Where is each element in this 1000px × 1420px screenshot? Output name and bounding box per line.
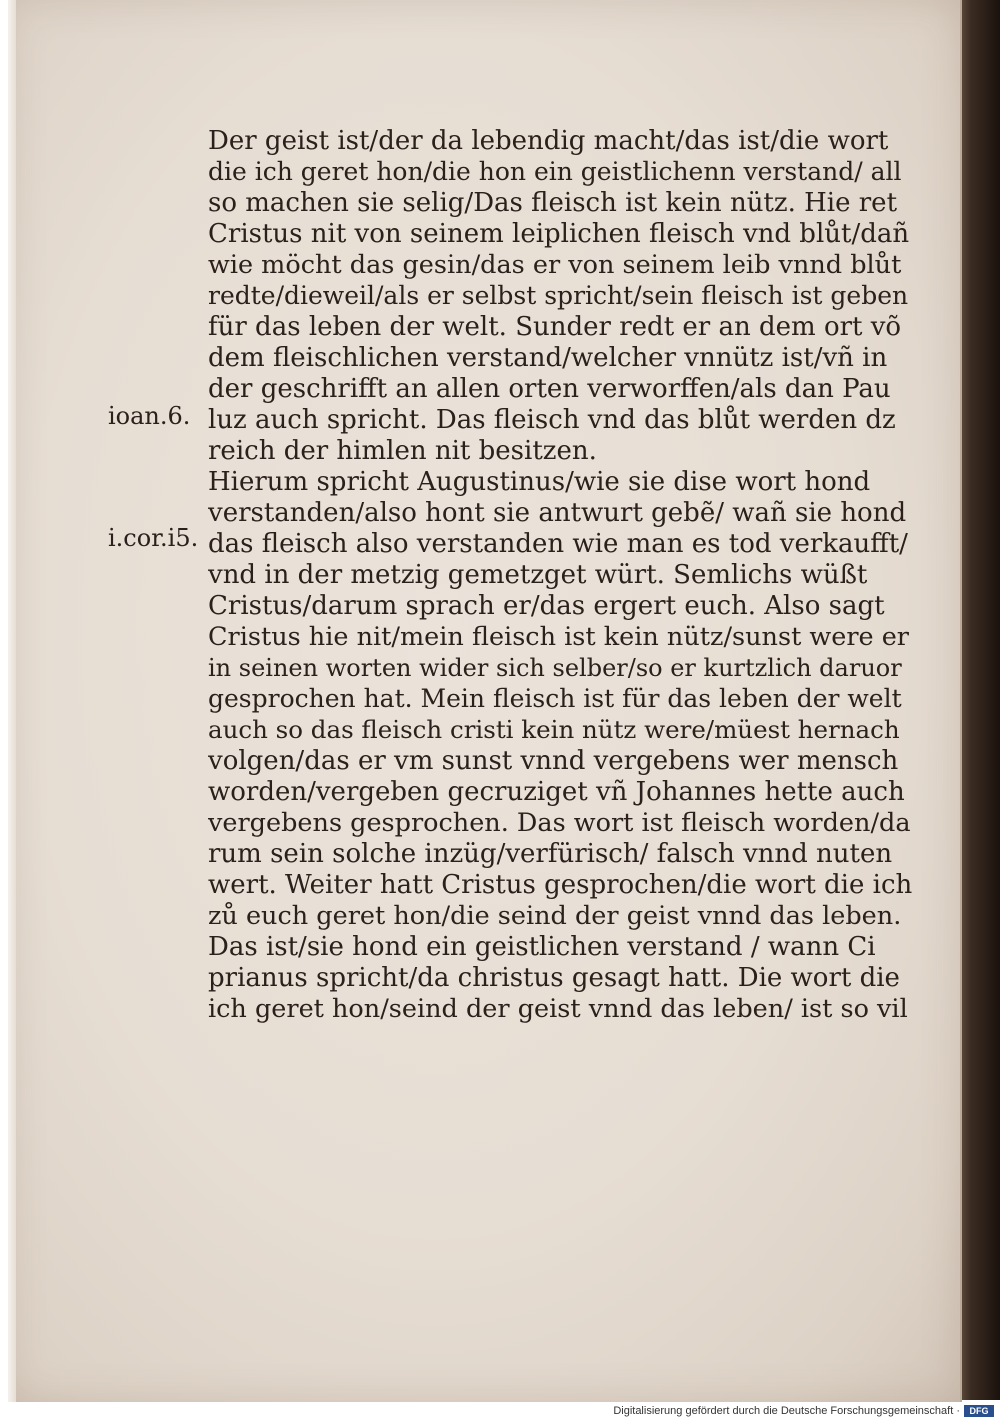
text-line-6: redte/dieweil/als er selbst spricht/sein fleisch ist geben	[208, 281, 909, 310]
footer-bar	[0, 1402, 1000, 1420]
text-line-3: so machen sie selig/Das fleisch ist kein nütz. Hie ret	[208, 188, 898, 218]
text-line-12: Hierum spricht Augustinus/wie sie dise wort hond	[208, 467, 871, 497]
margin-note-john: ioan.6.	[108, 402, 191, 430]
text-line-11: reich der himlen nit besitzen.	[208, 436, 597, 466]
text-line-14: das fleisch also verstanden wie man es tod verkaufft/	[208, 529, 908, 559]
text-line-28: prianus spricht/da christus gesagt hatt. Die wort die	[208, 963, 900, 993]
book-page	[8, 0, 962, 1402]
text-line-17: Cristus hie nit/mein fleisch ist kein nütz/sunst were er	[208, 622, 910, 652]
text-line-25: wert. Weiter hatt Cristus gesprochen/die wort die ich	[208, 870, 913, 900]
text-line-8: dem fleischlichen verstand/welcher vnnütz ist/vñ in	[208, 343, 888, 373]
text-line-9: der geschrifft an allen orten verworffen/als dan Pau	[208, 374, 891, 404]
text-line-5: wie möcht das gesin/das er von seinem leib vnnd blůt	[208, 250, 902, 280]
text-line-13: verstanden/also hont sie antwurt gebẽ/ wañ sie hond	[208, 498, 907, 528]
text-line-18: in seinen worten wider sich selber/so er kurtzlich daruor	[208, 654, 902, 682]
text-line-21: volgen/das er vm sunst vnnd vergebens wer mensch	[208, 746, 899, 776]
text-line-19: gesprochen hat. Mein fleisch ist für das leben der welt	[208, 684, 902, 713]
text-line-10: luz auch spricht. Das fleisch vnd das blůt werden dz	[208, 405, 896, 435]
text-line-1: Der geist ist/der da lebendig macht/das ist/die wort	[208, 126, 889, 156]
margin-note-corinthians: i.cor.i5.	[108, 524, 199, 552]
text-line-22: worden/vergeben gecruziget vñ Johannes hette auch	[208, 777, 905, 807]
text-line-26: zů euch geret hon/die seind der geist vnnd das leben.	[208, 901, 902, 931]
dfg-logo-icon: DFG	[964, 1405, 994, 1417]
text-line-20: auch so das fleisch cristi kein nütz were/müest hernach	[208, 715, 900, 744]
text-line-7: für das leben der welt. Sunder redt er an dem ort võ	[208, 312, 902, 342]
text-line-24: rum sein solche inzüg/verfürisch/ falsch vnnd nuten	[208, 839, 893, 869]
text-line-15: vnd in der metzig gemetzget würt. Semlichs wüßt	[208, 560, 868, 590]
text-line-23: vergebens gesprochen. Das wort ist fleisch worden/da	[208, 808, 911, 838]
funding-credit: Digitalisierung gefördert durch die Deutsche Forschungsgemeinschaft ·	[613, 1405, 960, 1417]
text-line-16: Cristus/darum sprach er/das ergert euch. Also sagt	[208, 591, 885, 621]
text-line-27: Das ist/sie hond ein geistlichen verstand / wann Ci	[208, 932, 876, 962]
text-line-4: Cristus nit von seinem leiplichen fleisch vnd blůt/dañ	[208, 219, 910, 249]
page-edge	[8, 0, 16, 1402]
text-line-2: die ich geret hon/die hon ein geistlichenn verstand/ all	[208, 157, 902, 186]
text-line-29: ich geret hon/seind der geist vnnd das leben/ ist so vil	[208, 994, 908, 1024]
